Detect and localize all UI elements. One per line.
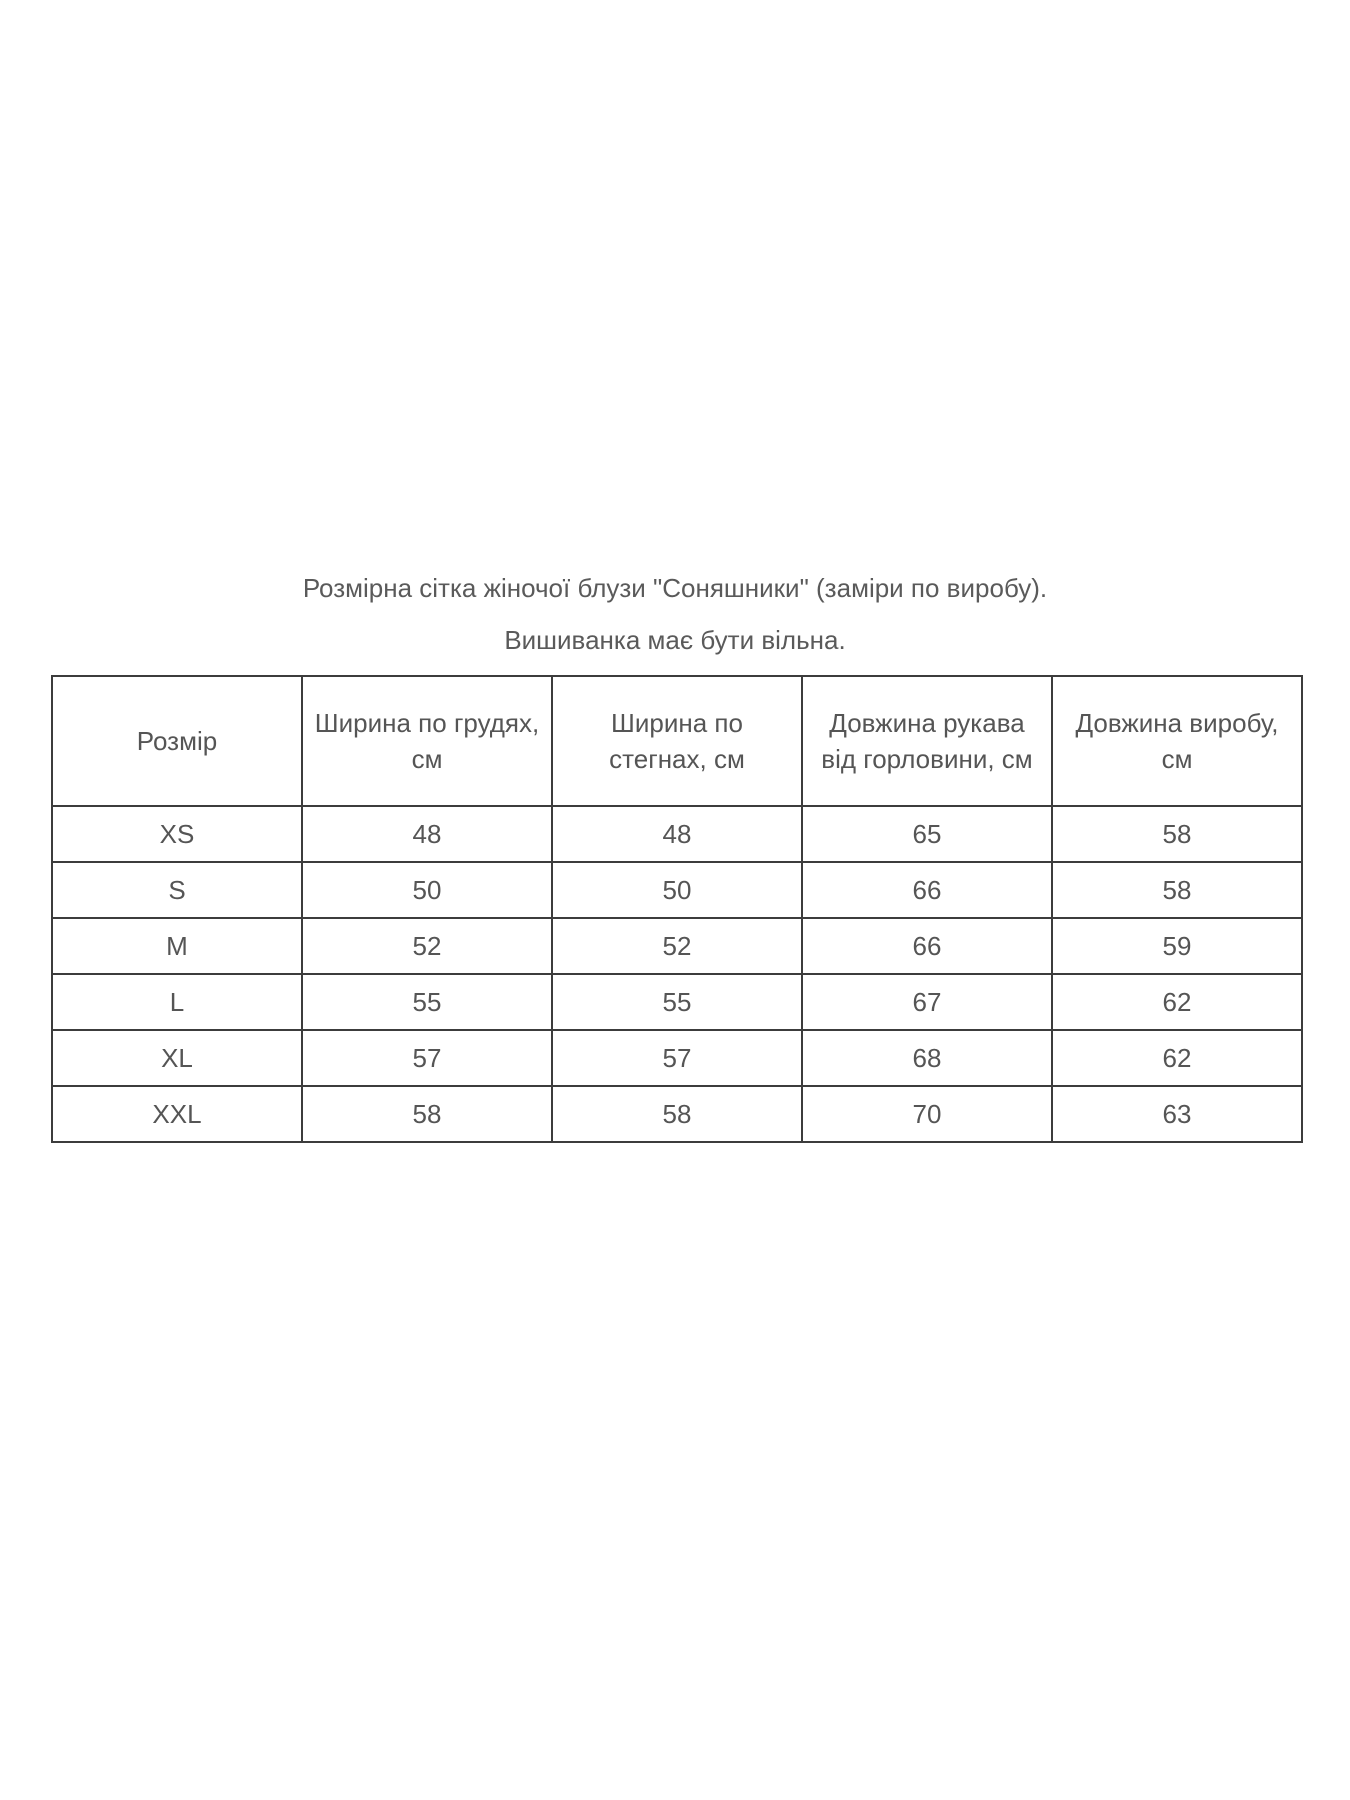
- table-row: [52, 1030, 1302, 1086]
- table-cell: 58: [1052, 806, 1302, 862]
- table-row: [52, 806, 1302, 862]
- header-chest-width: Ширина по грудях, см: [302, 676, 552, 806]
- table-row: [52, 862, 1302, 918]
- table-cell: 68: [802, 1030, 1052, 1086]
- table-cell: 66: [802, 918, 1052, 974]
- table-cell-size: XL: [52, 1030, 302, 1086]
- table-cell: 50: [302, 862, 552, 918]
- table-cell: 63: [1052, 1086, 1302, 1142]
- table-cell: 52: [552, 918, 802, 974]
- chart-subtitle: Вишиванка має бути вільна.: [504, 625, 846, 655]
- table-cell-size: XXL: [52, 1086, 302, 1142]
- table-cell: 50: [552, 862, 802, 918]
- table-cell: 65: [802, 806, 1052, 862]
- table-cell: 59: [1052, 918, 1302, 974]
- table-cell: 57: [552, 1030, 802, 1086]
- table-cell: 62: [1052, 1030, 1302, 1086]
- table-row: [52, 918, 1302, 974]
- table-cell-size: XS: [52, 806, 302, 862]
- table-cell-size: S: [52, 862, 302, 918]
- table-cell: 67: [802, 974, 1052, 1030]
- header-garment-length: Довжина виробу, см: [1052, 676, 1302, 806]
- table-cell: 70: [802, 1086, 1052, 1142]
- table-cell: 58: [302, 1086, 552, 1142]
- chart-title: Розмірна сітка жіночої блузи "Соняшники" (заміри по виробу).: [302, 573, 1048, 603]
- header-hip-width: Ширина по стегнах, см: [552, 676, 802, 806]
- table-cell: 58: [1052, 862, 1302, 918]
- table-row: [52, 1086, 1302, 1142]
- table-cell: 57: [302, 1030, 552, 1086]
- size-chart-table: [51, 675, 1303, 1143]
- header-sleeve-length: Довжина рукава від горловини, см: [802, 676, 1052, 806]
- table-cell: 58: [552, 1086, 802, 1142]
- table-cell-size: L: [52, 974, 302, 1030]
- table-cell: 55: [552, 974, 802, 1030]
- table-cell: 48: [302, 806, 552, 862]
- table-cell: 52: [302, 918, 552, 974]
- table-cell: 62: [1052, 974, 1302, 1030]
- header-size: Розмір: [52, 676, 302, 806]
- table-cell: 48: [552, 806, 802, 862]
- table-cell: 55: [302, 974, 552, 1030]
- table-cell-size: M: [52, 918, 302, 974]
- table-row: [52, 974, 1302, 1030]
- table-header-row: [52, 676, 1302, 806]
- table-cell: 66: [802, 862, 1052, 918]
